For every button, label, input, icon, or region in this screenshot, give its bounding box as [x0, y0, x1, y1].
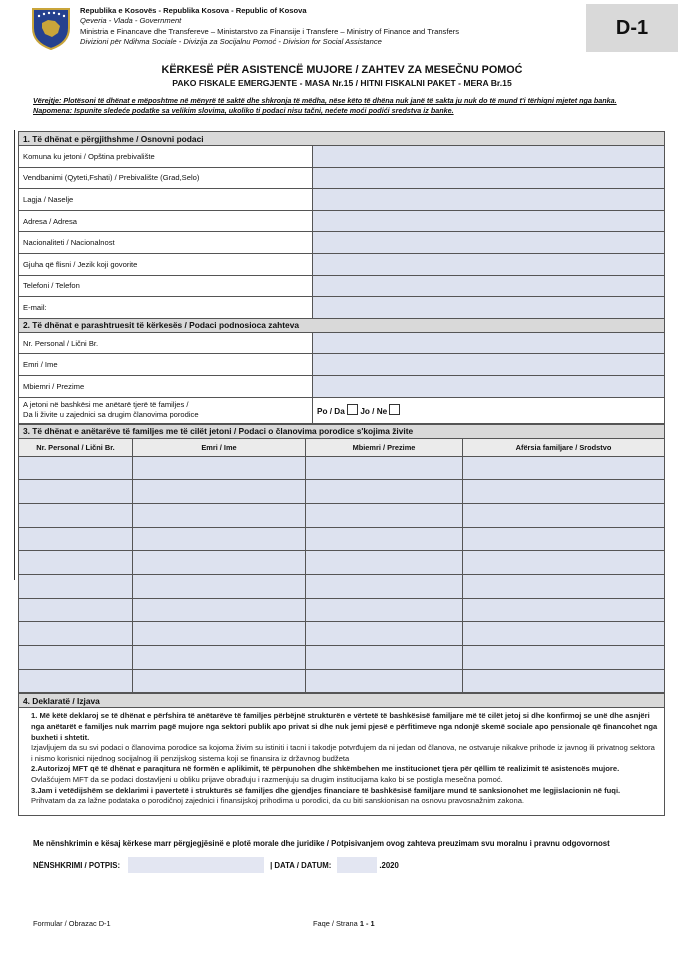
member-first-name-cell[interactable]: [133, 456, 306, 480]
member-first-name-cell[interactable]: [133, 669, 306, 693]
form-code-badge: D-1: [586, 4, 678, 52]
member-relationship-cell[interactable]: [463, 669, 665, 693]
declaration-text: [19, 708, 665, 815]
note-albanian: Vërejtje: Plotësoni të dhënat e mëposhtme në mënyrë të saktë dhe shkronja të mëdha, nëse këto të dhëna nuk janë të sakta ju nuk do të mund t'i tërhiqni mjetet nga banka.: [33, 96, 617, 105]
field-label-municipality: Komuna ku jetoni / Opština prebivalište: [19, 146, 313, 168]
footer-page: [313, 919, 375, 928]
neighborhood-input[interactable]: [313, 189, 665, 211]
field-label-neighborhood: Lagja / Naselje: [19, 189, 313, 211]
member-last-name-cell[interactable]: [306, 551, 463, 575]
member-last-name-cell[interactable]: [306, 622, 463, 646]
column-header-last-name: Mbiemri / Prezime: [306, 438, 463, 456]
field-label-address: Adresa / Adresa: [19, 210, 313, 232]
member-last-name-cell[interactable]: [306, 574, 463, 598]
declaration-point-1: 1. Më këtë deklaroj se të dhënat e përfshira të anëtarëve të familjes përbëjnë strukturën e vërtetë të bashkësisë familjare më të cilët jetoj si dhe konfirmoj se unë dhe asnjëri nga anëtarët e familjes nuk marrim pagë mujore nga sektori publik apo privat si dhe nuk jemi pjesë e përfitimeve nga ndonjë skemë sociale apo pensionale që financohet nga buxheti i shtetit.: [31, 711, 658, 742]
phone-input[interactable]: [313, 275, 665, 297]
member-personal-number-cell[interactable]: [19, 527, 133, 551]
member-personal-number-cell[interactable]: [19, 480, 133, 504]
member-last-name-cell[interactable]: [306, 646, 463, 670]
header-government: Qeveria - Vlada - Government: [80, 16, 182, 26]
personal-number-input[interactable]: [313, 332, 665, 354]
family-question-line2: Da li živite u zajednici sa drugim članovima porodice: [23, 410, 199, 420]
column-header-personal-number: Nr. Personal / Lični Br.: [19, 438, 133, 456]
table-row: [19, 622, 665, 646]
signature-field[interactable]: [128, 857, 264, 873]
yes-checkbox[interactable]: [347, 404, 358, 415]
header-block: [80, 6, 459, 47]
signature-label: NËNSHKRIMI / POTPIS:: [33, 860, 121, 870]
member-last-name-cell[interactable]: [306, 480, 463, 504]
member-personal-number-cell[interactable]: [19, 622, 133, 646]
member-relationship-cell[interactable]: [463, 551, 665, 575]
table-row: [19, 480, 665, 504]
instructions-note: [33, 96, 673, 116]
email-input[interactable]: [313, 297, 665, 319]
address-input[interactable]: [313, 210, 665, 232]
kosovo-emblem-icon: [30, 6, 72, 50]
yes-label: Po / Da: [317, 407, 345, 417]
member-relationship-cell[interactable]: [463, 527, 665, 551]
table-row: [19, 574, 665, 598]
member-relationship-cell[interactable]: [463, 574, 665, 598]
member-personal-number-cell[interactable]: [19, 551, 133, 575]
member-first-name-cell[interactable]: [133, 646, 306, 670]
table-row: [19, 646, 665, 670]
field-label-nationality: Nacionaliteti / Nacionalnost: [19, 232, 313, 254]
member-personal-number-cell[interactable]: [19, 646, 133, 670]
declaration-point-3-sr: Prihvatam da za lažne podataka o porodičnoj zajednici i finansijskoj prihodima u porodici, da cu biti sanskionisan na osnovu pravosnažnim zakona.: [31, 796, 525, 806]
settlement-input[interactable]: [313, 167, 665, 189]
member-relationship-cell[interactable]: [463, 456, 665, 480]
family-question-line1: A jetoni në bashkësi me anëtarë tjerë të familjes /: [23, 400, 189, 410]
responsibility-statement: Me nënshkrimin e kësaj kërkese marr përgjegjësinë e plotë morale dhe juridike / Potpisivanjem ovog zahteva preuzimam svu moralnu i pravnu odgovornost: [33, 839, 610, 848]
declaration-point-3: 3.Jam i vetëdijshëm se deklarimi i pavertetë i strukturës së familjes dhe gjendjes financiare të bashkësisë familjare mund të sanksionohet me legjislacionin në fuqi.: [31, 785, 621, 795]
member-first-name-cell[interactable]: [133, 503, 306, 527]
language-input[interactable]: [313, 253, 665, 275]
footer-page-value: 1 - 1: [359, 919, 375, 928]
section-declaration: [18, 693, 665, 815]
municipality-input[interactable]: [313, 146, 665, 168]
declaration-point-2: 2.Autorizoj MFT që të dhënat e paraqitura në formën e aplikimit, të përpunohen dhe shkëmbehen me institucionet tjera për qëllim të realizimit të asistencës mujore.: [31, 764, 620, 774]
field-label-language: Gjuha që flisni / Jezik koji govorite: [19, 253, 313, 275]
section-family-members: [18, 424, 665, 694]
last-name-input[interactable]: [313, 375, 665, 397]
no-label: Jo / Ne: [360, 407, 388, 417]
field-label-settlement: Vendbanimi (Qyteti,Fshati) / Prebivalište (Grad,Selo): [19, 167, 313, 189]
member-relationship-cell[interactable]: [463, 598, 665, 622]
table-row: [19, 503, 665, 527]
member-relationship-cell[interactable]: [463, 480, 665, 504]
column-header-first-name: Emri / Ime: [133, 438, 306, 456]
member-relationship-cell[interactable]: [463, 646, 665, 670]
section-general-data: [18, 131, 665, 424]
margin-rule: [0, 130, 15, 580]
member-last-name-cell[interactable]: [306, 598, 463, 622]
member-first-name-cell[interactable]: [133, 480, 306, 504]
header-country: Republika e Kosovës - Republika Kosova - Republic of Kosova: [80, 6, 307, 15]
no-checkbox[interactable]: [389, 404, 400, 415]
field-label-phone: Telefoni / Telefon: [19, 275, 313, 297]
member-relationship-cell[interactable]: [463, 622, 665, 646]
field-label-email: E-mail:: [19, 297, 313, 319]
date-field[interactable]: [337, 857, 377, 873]
field-label-personal-number: Nr. Personal / Lični Br.: [19, 332, 313, 354]
section-4-title: 4. Deklaratë / Izjava: [19, 694, 665, 708]
date-year: .2020: [379, 860, 399, 870]
member-personal-number-cell[interactable]: [19, 598, 133, 622]
member-relationship-cell[interactable]: [463, 503, 665, 527]
field-label-last-name: Mbiemri / Prezime: [19, 375, 313, 397]
form-title: KËRKESË PËR ASISTENCË MUJORE / ZAHTEV ZA MESEČNU POMOĆ: [161, 64, 523, 76]
nationality-input[interactable]: [313, 232, 665, 254]
member-personal-number-cell[interactable]: [19, 669, 133, 693]
application-form: [18, 131, 665, 816]
member-first-name-cell[interactable]: [133, 551, 306, 575]
footer-page-label: Faqe / Strana: [313, 919, 358, 928]
first-name-input[interactable]: [313, 354, 665, 376]
yes-no-cell: [313, 397, 665, 423]
table-row: [19, 456, 665, 480]
member-personal-number-cell[interactable]: [19, 456, 133, 480]
declaration-point-2-sr: Ovlašćujem MFT da se podaci dostavljeni u obliku prijave obrađuju i razmenjuju sa drugim institucijama kako bi se postigla mesečna pomoć.: [31, 774, 503, 784]
form-subtitle: PAKO FISKALE EMERGJENTE - MASA Nr.15 / HITNI FISKALNI PAKET - MERA Br.15: [172, 78, 512, 88]
member-rows: [19, 456, 665, 693]
table-row: [19, 598, 665, 622]
section-2-title: 2. Të dhënat e parashtruesit të kërkesës / Podaci podnosioca zahteva: [19, 318, 665, 332]
member-last-name-cell[interactable]: [306, 669, 463, 693]
note-serbian: Napomena: Ispunite sledeće podatke sa velikim slovima, ukoliko ti podaci nisu tačni, nećete moći podići sredstva iz banke.: [33, 106, 454, 115]
table-row: [19, 669, 665, 693]
member-first-name-cell[interactable]: [133, 574, 306, 598]
header-ministry: Ministria e Financave dhe Transfereve – Ministarstvo za Finansije i Transfere – Ministry of Finance and Transfers: [80, 26, 460, 36]
table-row: [19, 527, 665, 551]
date-label: | DATA / DATUM:: [270, 860, 332, 870]
table-row: [19, 551, 665, 575]
footer-form-label: Formular / Obrazac D-1: [33, 919, 111, 928]
section-1-title: 1. Të dhënat e përgjithshme / Osnovni podaci: [19, 132, 665, 146]
declaration-point-1-sr: Izjavljujem da su svi podaci o članovima porodice sa kojoma živim su istiniti i tacni i takodje potvrđujem da ni jedan od članova, ne ostvaruje nikakve prihode iz javnog ili privatnog sektora i nismo korisnici nijednog socijalnog ili penzijskog sistema koji se finansira iz državnog budžeta: [31, 743, 655, 763]
member-last-name-cell[interactable]: [306, 503, 463, 527]
member-personal-number-cell[interactable]: [19, 574, 133, 598]
field-label-first-name: Emri / Ime: [19, 354, 313, 376]
family-question: [19, 397, 313, 423]
member-first-name-cell[interactable]: [133, 598, 306, 622]
member-personal-number-cell[interactable]: [19, 503, 133, 527]
member-first-name-cell[interactable]: [133, 527, 306, 551]
section-3-title: 3. Të dhënat e anëtarëve të familjes me të cilët jetoni / Podaci o članovima porodice s'kojima živite: [19, 424, 665, 438]
header-division: Divizioni për Ndihma Sociale - Divizija za Socijalnu Pomoć - Division for Social Assistance: [80, 36, 382, 46]
signature-row: [33, 857, 399, 873]
member-last-name-cell[interactable]: [306, 527, 463, 551]
member-last-name-cell[interactable]: [306, 456, 463, 480]
member-first-name-cell[interactable]: [133, 622, 306, 646]
column-header-relationship: Afërsia familjare / Srodstvo: [463, 438, 665, 456]
